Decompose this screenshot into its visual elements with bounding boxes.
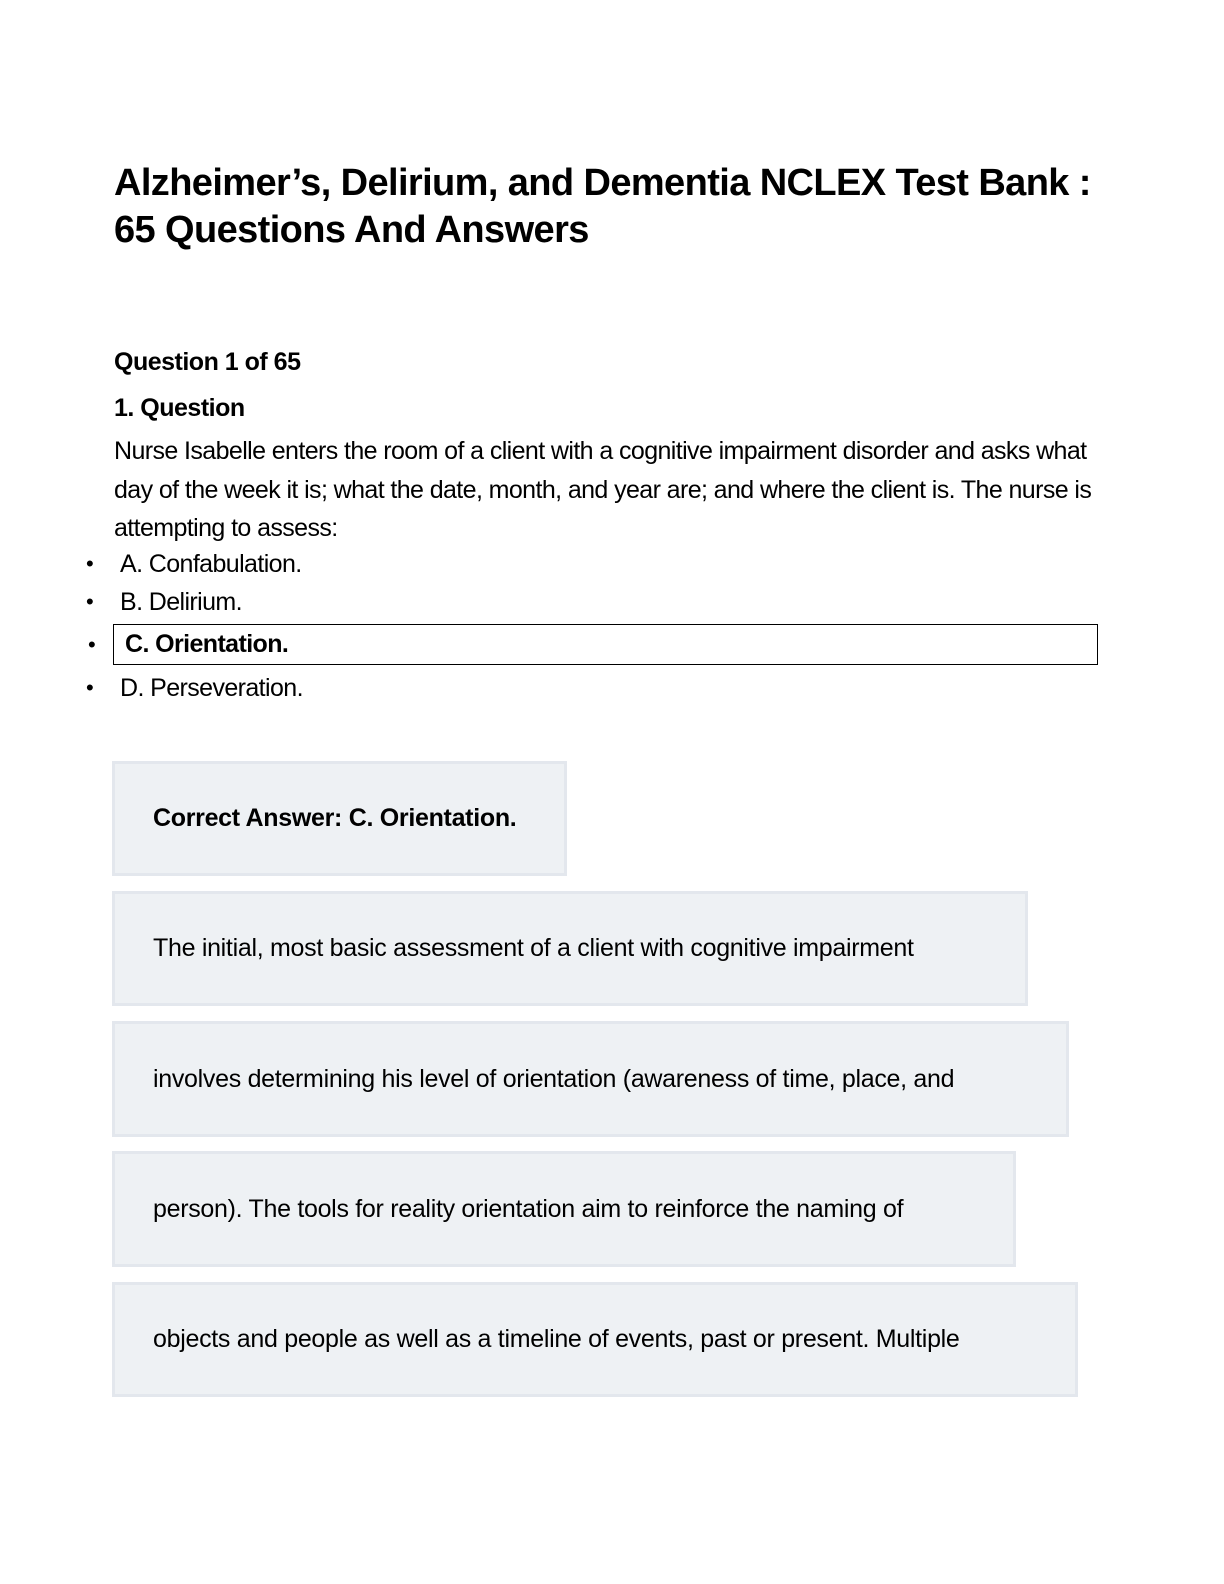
explanation-line-4: objects and people as well as a timeline of events, past or present. Multiple	[112, 1282, 1078, 1397]
bullet-icon: •	[86, 551, 94, 576]
correct-answer-box: Correct Answer: C. Orientation.	[112, 761, 567, 876]
explanation-line-2: involves determining his level of orientation (awareness of time, place, and	[112, 1021, 1069, 1137]
question-text: Nurse Isabelle enters the room of a client with a cognitive impairment disorder and asks what day of the week it is; what the date, month, and year are; and where the client is. The nurse is attempting to assess:	[114, 437, 1092, 542]
bullet-icon: •	[86, 589, 94, 614]
option-label: A. Confabulation.	[120, 550, 302, 578]
explanation-line-1: The initial, most basic assessment of a client with cognitive impairment	[112, 891, 1028, 1006]
question-label: 1. Question	[114, 394, 245, 422]
bullet-icon: •	[88, 632, 96, 657]
question-counter: Question 1 of 65	[114, 348, 301, 376]
option-label: D. Perseveration.	[120, 674, 303, 702]
explanation-line-3: person). The tools for reality orientation aim to reinforce the naming of	[112, 1151, 1016, 1267]
option-label: B. Delirium.	[120, 588, 242, 616]
bullet-icon: •	[86, 675, 94, 700]
option-label: C. Orientation.	[125, 630, 289, 658]
page-title: Alzheimer’s, Delirium, and Dementia NCLEX Test Bank : 65 Questions And Answers	[114, 162, 1091, 251]
